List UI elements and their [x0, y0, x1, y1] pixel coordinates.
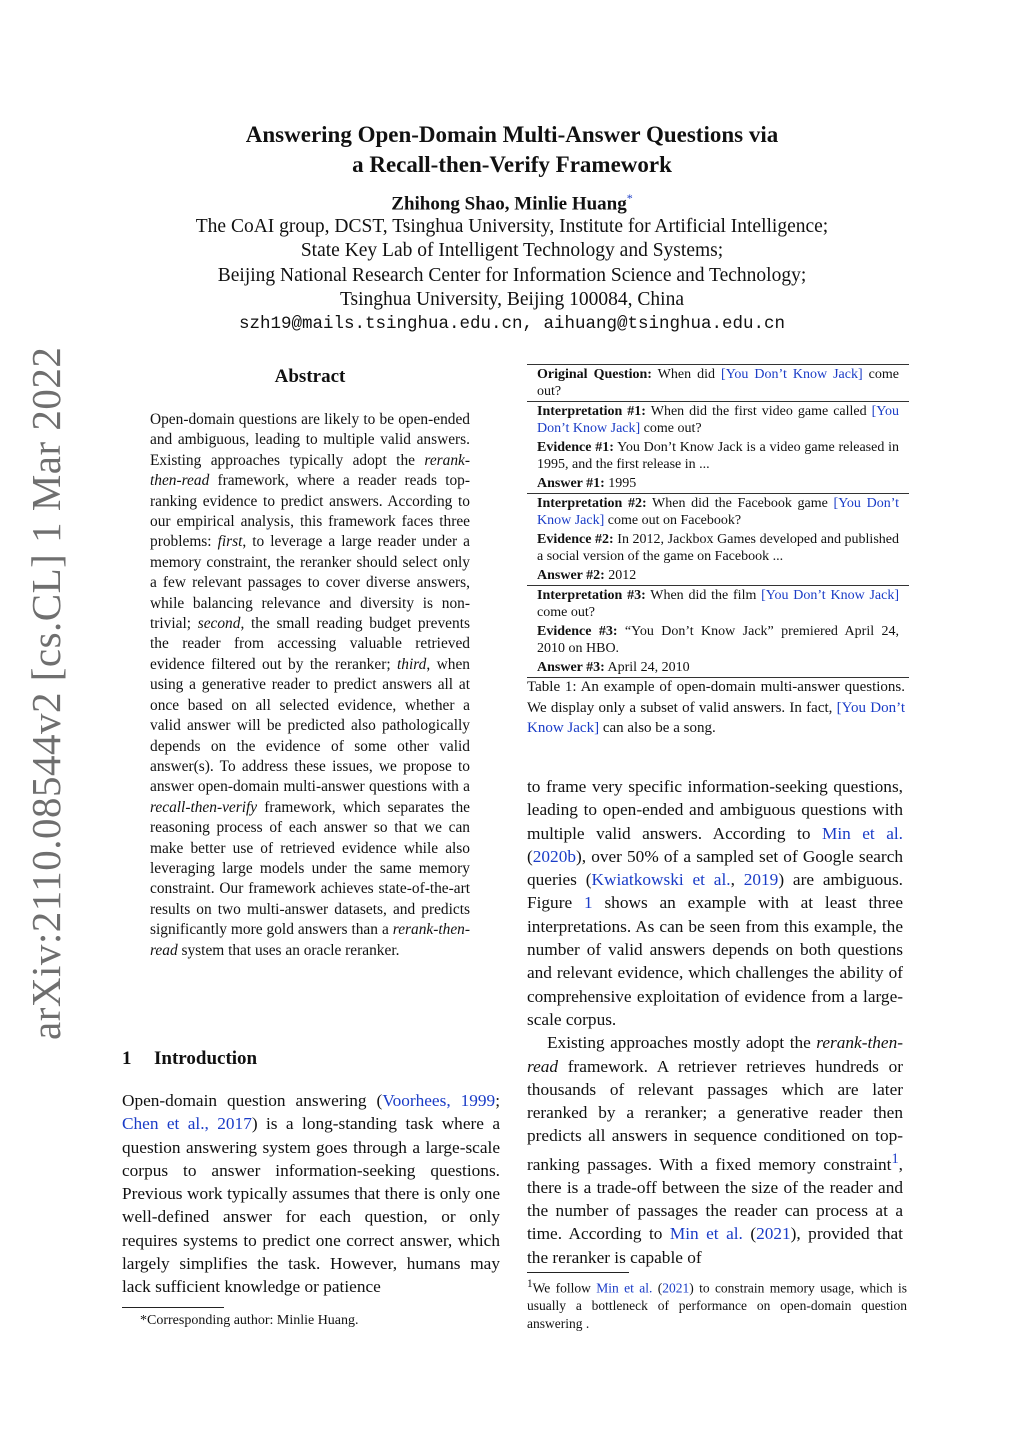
entity-link[interactable]: [You Don’t Know Jack]: [537, 404, 900, 436]
table-row-evidence-3: Evidence #3: “You Don’t Know Jack” premiered April 24, 2010 on HBO.: [537, 624, 899, 656]
citation-min-2021-year[interactable]: 2021: [756, 1224, 791, 1244]
citation-min-2021-author[interactable]: Min et al.: [669, 1224, 743, 1244]
citation-min-2020b-year[interactable]: 2020b: [532, 846, 576, 866]
table-row-interpretation-2: Interpretation #2: When did the Facebook game [You Don’t Know Jack] come out on Facebook?: [537, 496, 899, 528]
paragraph: to frame very specific information-seeking questions, leading to open-ended and ambiguous questions with multiple valid answers. According to Min et al. (2020b), over 50% of a sampled set of Google search queries (Kwiatkowski et al., 2019) are ambiguous. Figure 1 shows an example with at least three interpretations. As can be seen from this example, the number of valid answers depends on both questions and relevant evidence, which challenges the ability of comprehensive exploitation of evidence from a large-scale corpus.: [527, 777, 903, 1029]
affiliation-line-3: Beijing National Research Center for Information Science and Technology;: [217, 265, 807, 286]
footnote-1: $^1$We follow Min et al. (2021) to constrain memory usage, which is usually a bottleneck of performance on open-domain question answering .: [527, 1278, 907, 1331]
entity-link[interactable]: [You Don’t Know Jack]: [721, 367, 863, 382]
affiliation-line-4: Tsinghua University, Beijing 100084, China: [339, 289, 684, 310]
paper-title: [0, 120, 1024, 180]
citation-min-2021-author[interactable]: Min et al.: [596, 1280, 653, 1296]
table-row-original-question: Original Question: When did [You Don’t Know Jack] come out?: [537, 367, 899, 399]
citation-min-2021-year[interactable]: 2021: [662, 1280, 690, 1296]
author-names: Zhihong Shao, Minlie Huang: [391, 193, 627, 215]
footnote-divider: [122, 1307, 224, 1308]
citation-chen[interactable]: Chen et al., 2017: [122, 1114, 252, 1134]
table-row-interpretation-3: Interpretation #3: When did the film [You Don’t Know Jack] come out?: [537, 588, 899, 620]
entity-link[interactable]: [You Don’t Know Jack]: [527, 699, 905, 736]
corresponding-author-mark[interactable]: *: [626, 191, 633, 205]
author-emails: szh19@mails.tsinghua.edu.cn, aihuang@tsinghua.edu.cn: [238, 314, 786, 334]
entity-link[interactable]: [You Don’t Know Jack]: [537, 496, 899, 528]
title-line-1: Answering Open-Domain Multi-Answer Questions via: [245, 122, 779, 147]
citation-min-2020b-author[interactable]: Min et al.: [821, 823, 903, 843]
citation-kwiatkowski-author[interactable]: Kwiatkowski et al.: [591, 870, 731, 890]
section-heading-introduction: 1 Introduction: [122, 1048, 258, 1069]
arxiv-identifier: arXiv:2110.08544v2 [cs.CL] 1 Mar 2022: [23, 346, 69, 1040]
figure-reference[interactable]: 1: [583, 893, 593, 913]
citation-kwiatkowski-year[interactable]: 2019: [743, 870, 779, 890]
paragraph: Existing approaches mostly adopt the rerank-then-read framework. A retriever retrieves hundreds or thousands of relevant passages which are later reranked by a reranker; a generative reader then predicts all answers in sequence conditioned on top-ranking passages. With a fixed memory constraint$^1$, there is a trade-off between the size of the reader and the number of passages the reader can process at a time. According to Min et al. (2021), provided that the reranker is capable of: [527, 1033, 903, 1267]
table-row-evidence-1: Evidence #1: You Don’t Know Jack is a video game released in 1995, and the first release in ...: [537, 440, 899, 472]
table-row-answer-3: Answer #3: April 24, 2010: [537, 660, 690, 675]
corresponding-author-footnote: *Corresponding author: Minlie Huang.: [140, 1313, 359, 1328]
abstract-body: Open-domain questions are likely to be open-ended and ambiguous, leading to multiple valid answers. Existing approaches typically adopt the rerank-then-read framework, where a reader reads top-ranking evidence to predict answers. According to our empirical analysis, this framework faces three problems: first, to leverage a large reader under a memory constraint, the reranker should select only a few relevant passages to cover diverse answers, while balancing relevance and diversity is non-trivial; second, the small reading budget prevents the reader from accessing valuable retrieved evidence filtered out by the reranker; third, when using a generative reader to predict answers all at once based on all selected evidence, whether a valid answer will be predicted also pathologically depends on the evidence of some other valid answer(s). To address these issues, we propose to answer open-domain multi-answer questions with a recall-then-verify framework, which separates the reasoning process of each answer so that we can make better use of retrieved evidence while also leveraging large models under the same memory constraint. Our framework achieves state-of-the-art results on two multi-answer datasets, and predicts significantly more gold answers than a rerank-then-read system that uses an oracle reranker.: [150, 411, 471, 959]
table-row-evidence-2: Evidence #2: In 2012, Jackbox Games developed and published a social version of the game on Facebook ...: [537, 532, 899, 564]
introduction-paragraph-left: Open-domain question answering (Voorhees, 1999; Chen et al., 2017) is a long-standing task where a question answering system goes through a large-scale corpus to answer information-seeking questions. Previous work typically assumes that there is only one well-defined answer for each question, or only requires systems to predict one correct answer, which largely simplifies the task. However, humans may lack sufficient knowledge or patience: [122, 1091, 501, 1297]
table-row-answer-2: Answer #2: 2012: [537, 568, 637, 583]
introduction-right-column: [527, 775, 903, 1269]
citation-voorhees[interactable]: Voorhees, 1999: [382, 1091, 496, 1110]
footnote-divider: [527, 1272, 629, 1273]
table-row-answer-1: Answer #1: 1995: [537, 476, 637, 491]
affiliation-line-2: State Key Lab of Intelligent Technology and Systems;: [300, 240, 724, 261]
title-line-2: a Recall-then-Verify Framework: [352, 152, 672, 177]
affiliation-line-1: The CoAI group, DCST, Tsinghua University, Institute for Artificial Intelligence;: [195, 216, 829, 237]
authors: [0, 191, 1024, 215]
abstract-heading: Abstract: [274, 366, 346, 387]
table-row-interpretation-1: Interpretation #1: When did the first video game called [You Don’t Know Jack] come out?: [537, 404, 900, 436]
example-table: [527, 364, 909, 678]
entity-link[interactable]: [You Don’t Know Jack]: [761, 588, 899, 603]
table-caption: Table 1: An example of open-domain multi-answer questions. We display only a subset of valid answers. In fact, [You Don’t Know Jack] can also be a song.: [527, 679, 905, 736]
footnote-marker[interactable]: 1: [891, 1150, 899, 1167]
